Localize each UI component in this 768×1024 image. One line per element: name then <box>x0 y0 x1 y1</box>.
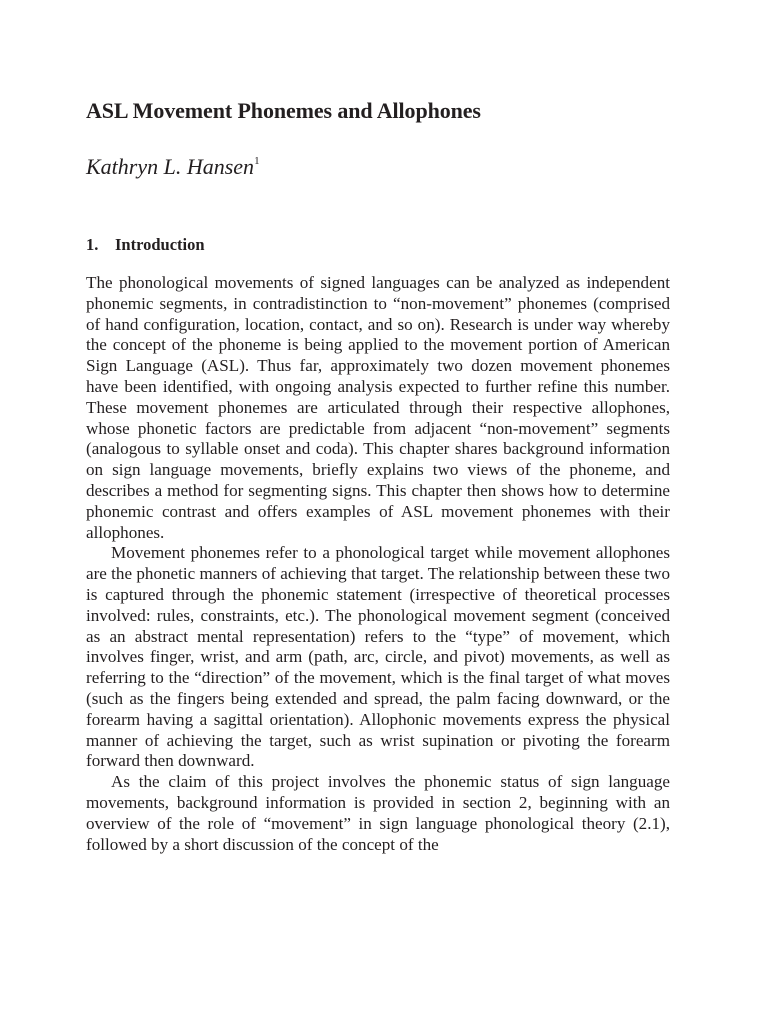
body-text <box>86 273 670 855</box>
section-heading <box>86 234 670 256</box>
section-number: 1. <box>86 235 99 254</box>
author-name: Kathryn L. Hansen <box>86 154 255 179</box>
paragraph-3: As the claim of this project involves the phonemic status of sign language movements, background information is provided in section 2, beginning with an overview of the role of “movement” in sign language phonological theory (2.1), followed by a short discussion of the concept of the <box>86 772 670 854</box>
page-content <box>86 96 670 855</box>
section-title: Introduction <box>115 235 205 254</box>
author-footnote-mark[interactable]: 1 <box>254 154 260 167</box>
paragraph-2: Movement phonemes refer to a phonological target while movement allophones are the phonetic manners of achieving that target. The relationship between these two is captured through the phonemic statement (irrespective of theoretical processes involved: rules, constraints, etc.). The phonological movement segment (conceived as an abstract mental representation) refers to the “type” of movement, which involves finger, wrist, and arm (path, arc, circle, and pivot) movements, as well as referring to the “direction” of the movement, which is the final target of what moves (such as the fingers being extended and spread, the palm facing downward, or the forearm having a sagittal orientation). Allophonic movements express the physical manner of achieving the target, such as wrist supination or pivoting the forearm forward then downward. <box>86 543 670 771</box>
paragraph-1: The phonological movements of signed languages can be analyzed as independent phonemic segments, in contradistinction to “non-movement” phonemes (comprised of hand configuration, location, contact, and so on). Research is under way whereby the concept of the phoneme is being applied to the movement portion of American Sign Language (ASL). Thus far, approximately two dozen movement phonemes have been identified, with ongoing analysis expected to further refine this number. These movement phonemes are articulated through their respective allophones, whose phonetic factors are predictable from adjacent “non-movement” segments (analogous to syllable onset and coda). This chapter shares background information on sign language movements, briefly explains two views of the phoneme, and describes a method for segmenting signs. This chapter then shows how to determine phonemic contrast and offers examples of ASL movement phonemes with their allophones. <box>86 273 670 542</box>
chapter-title: ASL Movement Phonemes and Allophones <box>86 98 481 123</box>
author-line <box>86 152 670 182</box>
